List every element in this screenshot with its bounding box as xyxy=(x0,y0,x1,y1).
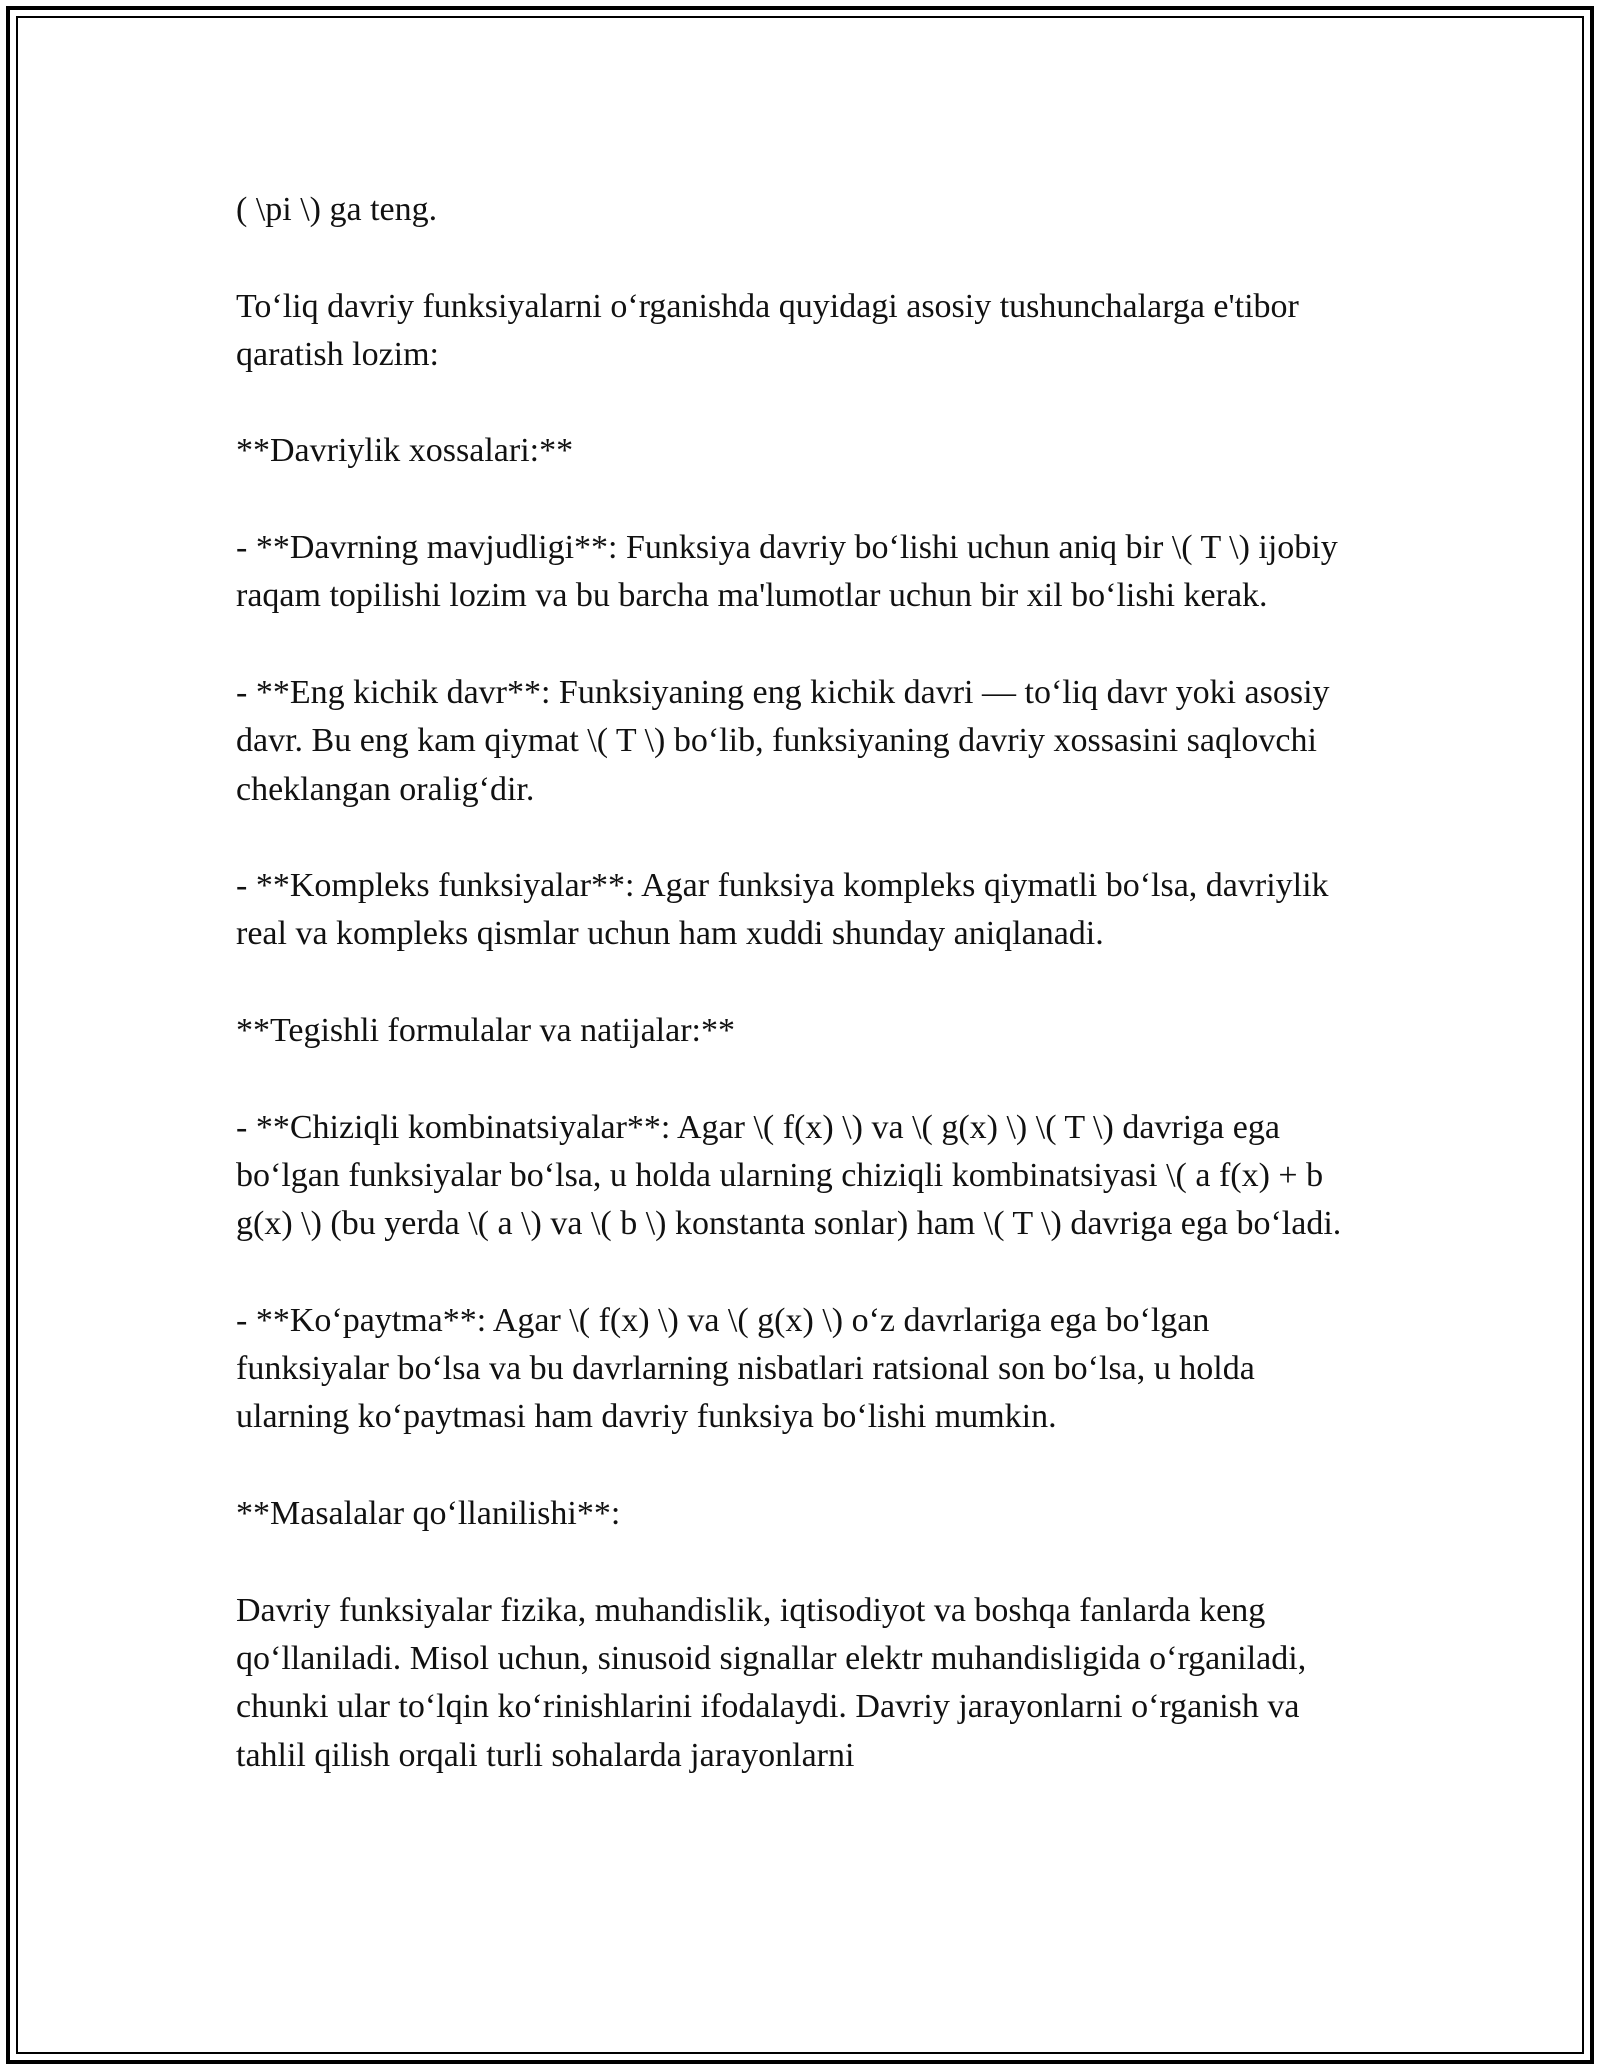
heading-formulas-results: **Tegishli formulalar va natijalar:** xyxy=(236,1012,735,1050)
document-body xyxy=(236,186,1366,1828)
list-item-complex-functions: - **Kompleks funksiyalar**: Agar funksiya kompleks qiymatli bo‘lsa, davriylik real va kompleks qismlar uchun ham xuddi shunday aniqlanadi. xyxy=(236,867,1329,953)
list-item-period-existence: - **Davrning mavjudligi**: Funksiya davriy bo‘lishi uchun aniq bir \( T \) ijobiy raqam topilishi lozim va bu barcha ma'lumotlar uchun bir xil bo‘lishi kerak. xyxy=(236,529,1338,615)
list-item-product: - **Ko‘paytma**: Agar \( f(x) \) va \( g(x) \) o‘z davrlariga ega bo‘lgan funksiyalar bo‘lsa va bu davrlarning nisbatlari ratsional son bo‘lsa, u holda ularning ko‘paytmasi ham davriy funksiya bo‘lishi mumkin. xyxy=(236,1301,1255,1436)
list-item-linear-combinations: - **Chiziqli kombinatsiyalar**: Agar \( f(x) \) va \( g(x) \) \( T \) davriga ega bo‘lgan funksiyalar bo‘lsa, u holda ularning chiziqli kombinatsiyasi \( a f(x) + b g(x) \) (bu yerda \( a \) va \( b \) konstanta sonlar) ham \( T \) davriga ega bo‘ladi. xyxy=(236,1108,1342,1243)
heading-periodicity-properties: **Davriylik xossalari:** xyxy=(236,432,574,470)
paragraph-pi-continuation: ( \pi \) ga teng. xyxy=(236,191,438,228)
heading-applications: **Masalalar qo‘llanilishi**: xyxy=(236,1495,621,1533)
paragraph-intro: To‘liq davriy funksiyalarni o‘rganishda quyidagi asosiy tushunchalarga e'tibor qaratish lozim: xyxy=(236,287,1299,373)
list-item-smallest-period: - **Eng kichik davr**: Funksiyaning eng kichik davri — to‘liq davr yoki asosiy davr. Bu eng kam qiymat \( T \) bo‘lib, funksiyaning davriy xossasini saqlovchi cheklangan oralig‘dir. xyxy=(236,673,1330,808)
paragraph-applications: Davriy funksiyalar fizika, muhandislik, iqtisodiyot va boshqa fanlarda keng qo‘llaniladi. Misol uchun, sinusoid signallar elektr muhandisligida o‘rganiladi, chunki ular to‘lqin ko‘rinishlarini ifodalaydi. Davriy jarayonlarni o‘rganish va tahlil qilish orqali turli sohalarda jarayonlarni xyxy=(236,1591,1307,1774)
